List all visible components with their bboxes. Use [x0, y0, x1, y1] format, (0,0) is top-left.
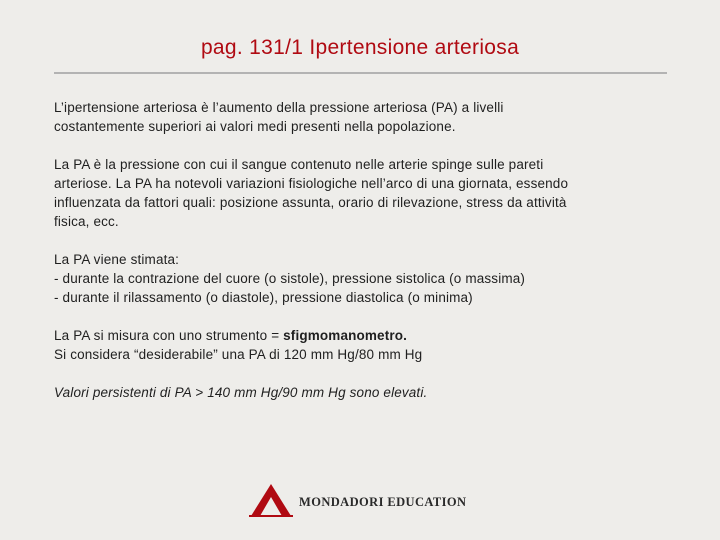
text-line: costantemente superiori ai valori medi presenti nella popolazione. [54, 119, 456, 134]
instrument-name: sfigmomanometro. [283, 328, 408, 343]
publisher-logo [249, 480, 466, 520]
paragraph-measurement [54, 326, 664, 364]
list-item: - durante la contrazione del cuore (o sistole), pressione sistolica (o massima) [54, 271, 526, 286]
text-fragment: La PA si misura con uno strumento = [54, 328, 284, 343]
list-item: - durante il rilassamento (o diastole), pressione diastolica (o minima) [54, 290, 473, 305]
publisher-name: MONDADORI EDUCATION [299, 494, 467, 509]
text-line: La PA è la pressione con cui il sangue contenuto nelle arterie spinge sulle pareti [54, 157, 544, 172]
paragraph-high-values [54, 383, 664, 402]
text-line: arteriose. La PA ha notevoli variazioni fisiologiche nell’arco di una giornata, essendo [54, 176, 569, 191]
text-line [54, 326, 664, 345]
emphasis-line: Valori persistenti di PA > 140 mm Hg/90 mm Hg sono elevati. [54, 385, 428, 400]
slide-body [54, 98, 664, 402]
text-line: La PA viene stimata: [54, 252, 180, 267]
text-line: fisica, ecc. [54, 214, 119, 229]
paragraph-pressure [54, 155, 664, 231]
text-line: Si considera “desiderabile” una PA di 120 mm Hg/80 mm Hg [54, 347, 423, 362]
paragraph-estimation [54, 250, 664, 307]
paragraph-definition [54, 98, 664, 136]
text-line: L’ipertensione arteriosa è l’aumento della pressione arteriosa (PA) a livelli [54, 100, 504, 115]
text-line: influenzata da fattori quali: posizione assunta, orario di rilevazione, stress da attività [54, 195, 567, 210]
page-title: pag. 131/1 Ipertensione arteriosa [200, 36, 520, 59]
title-divider [54, 72, 667, 74]
mondadori-logo-icon [249, 482, 293, 518]
